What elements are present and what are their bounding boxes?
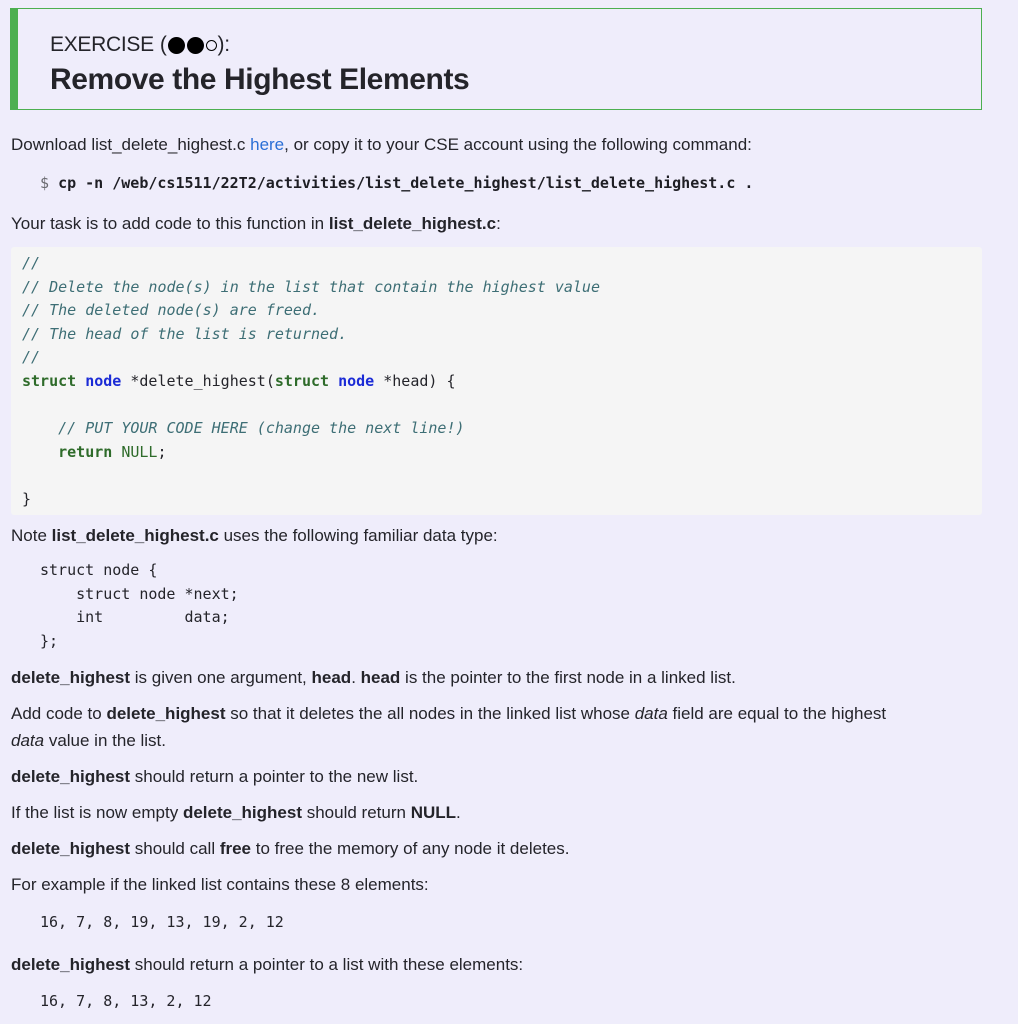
- code-keyword: struct: [22, 371, 77, 390]
- code-closing-brace: }: [22, 489, 32, 508]
- para-free: [11, 835, 569, 862]
- empty-dot-icon: [206, 40, 217, 51]
- command-text: cp -n /web/cs1511/22T2/activities/list_delete_highest/list_delete_highest.c .: [58, 174, 754, 192]
- task-text-post: :: [496, 214, 501, 233]
- bold-term: delete_highest: [182, 803, 302, 822]
- code-params: *head) {: [374, 371, 456, 390]
- bold-term: delete_highest: [11, 839, 131, 858]
- text: should return: [302, 803, 411, 822]
- code-comment: //: [22, 348, 41, 367]
- text: to free the memory of any node it deletes.: [251, 839, 570, 858]
- code-comment: // PUT YOUR CODE HERE (change the next line!): [58, 419, 465, 438]
- text: .: [351, 668, 361, 687]
- bold-term: free: [219, 839, 252, 858]
- task-filename: list_delete_highest.c: [328, 214, 497, 233]
- para-example: [11, 871, 429, 898]
- text: so that it deletes the all nodes in the linked list whose: [225, 704, 635, 723]
- download-text: Download list_delete_highest.c: [11, 135, 251, 154]
- text: should return a pointer to a list with these elements:: [130, 955, 524, 974]
- download-text-post: , or copy it to your CSE account using the following command:: [284, 135, 752, 154]
- bold-term: NULL: [410, 803, 457, 822]
- struct-line: struct node {: [40, 561, 158, 579]
- exercise-label: EXERCISE: [50, 33, 154, 56]
- text: If the list is now empty: [11, 803, 183, 822]
- list-after: 16, 7, 8, 13, 2, 12: [40, 992, 212, 1010]
- bold-term: delete_highest: [11, 767, 131, 786]
- note-paragraph: [11, 522, 498, 549]
- difficulty-dots-icon: [168, 37, 217, 54]
- page-title: Remove the Highest Elements: [50, 63, 470, 96]
- para-empty: [11, 799, 461, 826]
- para-argument: [11, 664, 736, 691]
- italic-term: data: [11, 731, 45, 750]
- note-text-post: uses the following familiar data type:: [218, 526, 498, 545]
- code-keyword: struct: [274, 371, 330, 390]
- code-type: node: [85, 371, 122, 390]
- task-paragraph: [11, 210, 501, 237]
- text: is given one argument,: [130, 668, 312, 687]
- code-keyword: return: [58, 442, 113, 461]
- text: should return a pointer to the new list.: [130, 767, 419, 786]
- code-type: node: [338, 371, 375, 390]
- download-paragraph: [11, 131, 752, 158]
- code-function: *delete_highest(: [121, 371, 275, 390]
- italic-term: data: [634, 704, 668, 723]
- bold-term: head: [360, 668, 401, 687]
- struct-line: struct node *next;: [40, 584, 239, 603]
- exercise-label-line: [50, 33, 230, 57]
- text: .: [456, 803, 461, 822]
- text: should call: [130, 839, 220, 858]
- para-add-code: [11, 700, 1001, 754]
- note-text: Note: [11, 526, 52, 545]
- text: value in the list.: [44, 731, 166, 750]
- para-return: [11, 763, 418, 790]
- code-comment: // Delete the node(s) in the list that contain the highest value: [22, 277, 600, 296]
- code-semicolon: ;: [157, 442, 167, 461]
- filled-dot-icon: [187, 37, 204, 54]
- paren-open: (: [159, 33, 167, 56]
- text: For example if the linked list contains these 8 elements:: [11, 875, 429, 894]
- shell-prompt: $: [40, 174, 59, 192]
- exercise-header: [10, 8, 982, 110]
- struct-line: int data;: [40, 608, 230, 627]
- code-comment: // The deleted node(s) are freed.: [22, 301, 321, 320]
- bold-term: head: [311, 668, 352, 687]
- text: Add code to: [11, 704, 107, 723]
- list-before: 16, 7, 8, 19, 13, 19, 2, 12: [40, 913, 284, 931]
- code-comment: // The head of the list is returned.: [22, 324, 348, 343]
- bold-term: delete_highest: [11, 955, 131, 974]
- copy-command: [40, 174, 753, 192]
- task-text: Your task is to add code to this function in: [11, 214, 329, 233]
- code-null: NULL: [121, 442, 158, 461]
- struct-definition: [40, 559, 239, 653]
- download-link[interactable]: here: [250, 135, 285, 154]
- para-result: [11, 951, 523, 978]
- struct-line: };: [40, 631, 59, 650]
- bold-term: delete_highest: [106, 704, 226, 723]
- note-filename: list_delete_highest.c: [51, 526, 219, 545]
- code-block: [11, 247, 982, 515]
- filled-dot-icon: [168, 37, 185, 54]
- bold-term: delete_highest: [11, 668, 131, 687]
- code-comment: //: [22, 254, 41, 272]
- text: is the pointer to the first node in a linked list.: [400, 668, 736, 687]
- text: field are equal to the highest: [667, 704, 887, 723]
- paren-close: ):: [217, 33, 230, 56]
